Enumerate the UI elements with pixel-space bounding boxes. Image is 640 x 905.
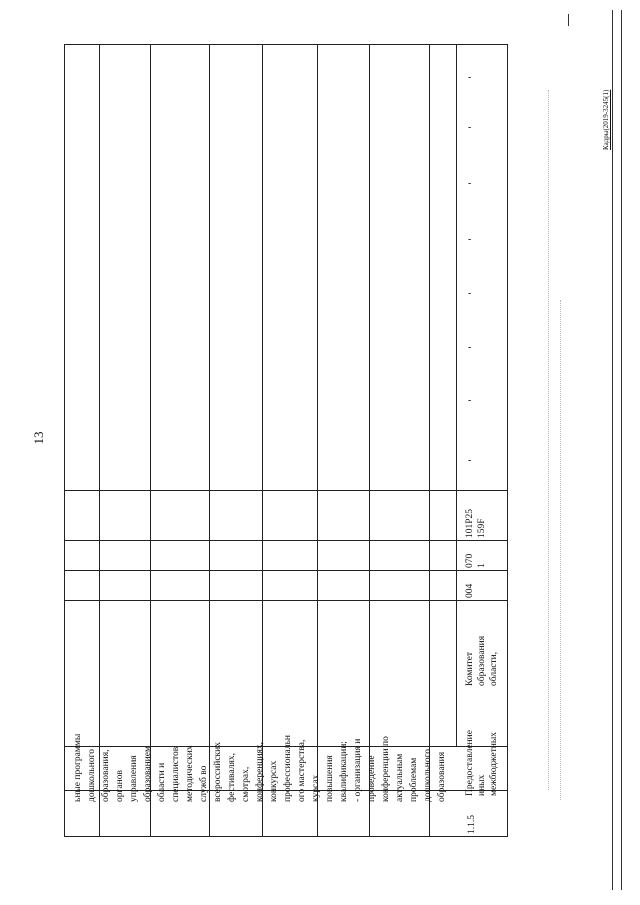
executor-line: образования [477,635,487,686]
value-dash: - [468,72,472,83]
cont-line: профессиональн [283,734,293,802]
value-dash: - [468,178,472,189]
scan-artifact [560,300,561,800]
cont-line: проведение [367,755,377,802]
cell-line-mid3 [64,600,456,601]
cont-line: - организация и [353,738,363,802]
value-dash: - [468,288,472,299]
cont-line: актуальным [395,753,405,802]
cont-line: служб во [199,765,209,802]
cont-line: органов [115,770,125,802]
edge-tick [568,14,569,26]
cont-line: квалификации; [339,741,349,802]
cont-line: конкурсах [269,760,279,802]
cont-line: дошкольного [423,749,433,802]
measure-line: Предоставление [465,730,475,796]
cont-line: образования, [101,749,111,802]
page-number: 13 [31,431,46,445]
cont-line: повышения [325,755,335,802]
cell-line-csr [456,490,508,491]
csr-line: 159F [477,518,487,538]
cont-line: проблемам [409,757,419,802]
page-edge-line [612,10,613,890]
page-edge-line [621,10,622,890]
executor-line: области, [489,651,499,686]
cont-line: смотрах, [241,766,251,802]
cell-line-upper [64,490,456,491]
value-dash: - [468,455,472,466]
cont-line: всероссийских [213,742,223,802]
row-number: 1.1.5 [467,815,477,834]
executor-line: Комитет [465,651,475,686]
cont-line: фестивалях, [227,753,237,802]
cont-line: области и [157,762,167,802]
cont-line: конференции по [381,736,391,802]
value-dash: - [468,395,472,406]
measure-line: иных [477,774,487,796]
cont-line: ьные программы [73,733,83,802]
cont-line: образованием [143,746,153,802]
cont-line: специалистов [171,746,181,802]
col-line-8 [456,44,457,746]
cell-line-rzpr [456,540,508,541]
registration-code: Кадры(2019-3245(1) [602,89,610,150]
cell-line-executor [456,600,508,601]
value-dash: - [468,342,472,353]
cont-line: ого мастерства, [297,739,307,802]
cont-line: методических [185,745,195,802]
cont-line: образования [437,751,447,802]
cont-line: управления [129,755,139,802]
measure-line: межбюджетных [489,732,499,796]
cont-line: конференциях, [255,741,265,802]
cont-line: дошкольного [87,749,97,802]
cell-line-mid1 [64,540,456,541]
scan-artifact [548,90,549,790]
value-dash: - [468,234,472,245]
cont-line: курсах [311,774,321,802]
cell-line-grbs [456,570,508,571]
rzpr-line: 1 [477,563,487,568]
rzpr-line: 070 [465,553,475,568]
csr-line: 101P25 [465,508,475,538]
value-dash: - [468,122,472,133]
cell-line-mid2 [64,570,456,571]
grbs-code: 004 [465,583,475,598]
